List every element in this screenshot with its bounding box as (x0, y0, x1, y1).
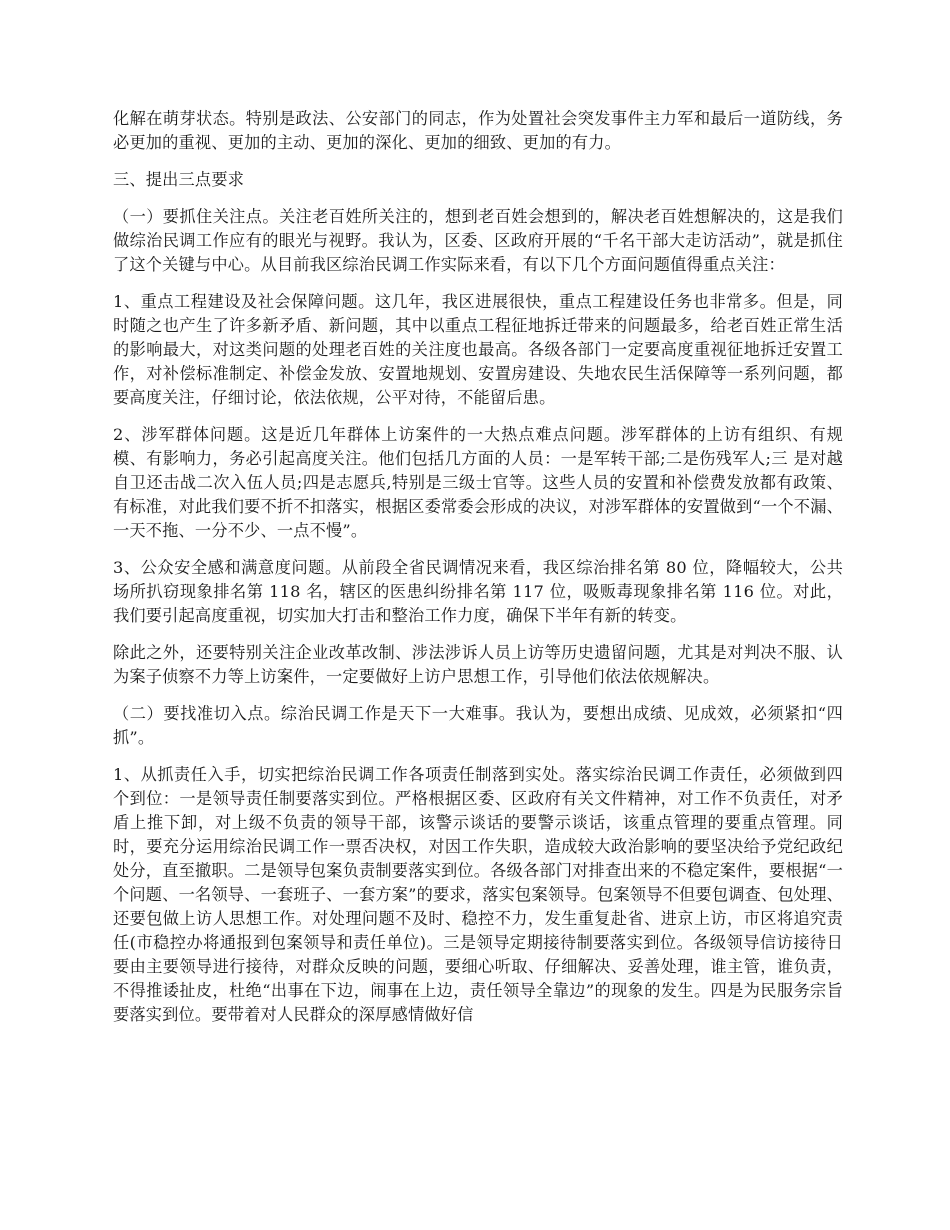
paragraph-other-issues: 除此之外，还要特别关注企业改革改制、涉法涉诉人员上访等历史遗留问题，尤其是对判决不服、认为案子侦察不力等上访案件，一定要做好上访户思想工作，引导他们依法依规解决。 (113, 643, 843, 686)
section-heading-three-requirements: 三、提出三点要求 (113, 170, 245, 189)
paragraph-issue-1-key-projects: 1、重点工程建设及社会保障问题。这几年，我区进展很快，重点工程建设任务也非常多。但是，同时随之也产生了许多新矛盾、新问题，其中以重点工程征地拆迁带来的问题最多，给老百姓正常生活的影响最大，对这类问题的处理老百姓的关注度也最高。各级各部门一定要高度重视征地拆迁安置工作，对补偿标准制定、补偿金发放、安置地规划、安置房建设、失地农民生活保障等一系列问题，都要高度关注，仔细讨论，依法依规，公平对待，不能留后患。 (113, 292, 843, 407)
paragraph-entry-point: （二）要找准切入点。综治民调工作是天下一大难事。我认为，要想出成绩、见成效，必须紧扣“四抓”。 (113, 704, 843, 747)
paragraph-issue-3-public-safety: 3、公众安全感和满意度问题。从前段全省民调情况来看，我区综治排名第 80 位，降幅较大，公共场所扒窃现象排名第 118 名，辖区的医患纠纷排名第 117 位，吸贩毒现象排名第 116 位。对此，我们要引起高度重视，切实加大打击和整治工作力度，确保下半年有新的转变。 (113, 558, 843, 625)
paragraph-responsibility: 1、从抓责任入手，切实把综治民调工作各项责任制落到实处。落实综治民调工作责任，必须做到四个到位：一是领导责任制要落实到位。严格根据区委、区政府有关文件精神，对工作不负责任，对矛盾上推下卸，对上级不负责的领导干部，该警示谈话的要警示谈话，该重点管理的要重点管理。同时，要充分运用综治民调工作一票否决权，对因工作失职，造成较大政治影响的要坚决给予党纪政纪处分，直至撤职。二是领导包案负责制要落实到位。各级各部门对排查出来的不稳定案件，要根据“一个问题、一名领导、一套班子、一套方案”的要求，落实包案领导。包案领导不但要包调查、包处理、还要包做上访人思想工作。对处理问题不及时、稳控不力，发生重复赴省、进京上访，市区将追究责任(市稳控办将通报到包案领导和责任单位)。三是领导定期接待制要落实到位。各级领导信访接待日要由主要领导进行接待，对群众反映的问题，要细心听取、仔细解决、妥善处理，谁主管，谁负责，不得推诿扯皮，杜绝“出事在下边，闹事在上边，责任领导全靠边”的现象的发生。四是为民服务宗旨要落实到位。要带着对人民群众的深厚感情做好信 (113, 765, 843, 1024)
paragraph-issue-2-military-groups: 2、涉军群体问题。这是近几年群体上访案件的一大热点难点问题。涉军群体的上访有组织、有规模、有影响力，务必引起高度关注。他们包括几方面的人员：一是军转干部;二是伤残军人;三 是对越自卫还击战二次入伍人员;四是志愿兵,特别是三级士官等。这些人员的安置和补偿费发放都有政策、有标准，对此我们要不折不扣落实，根据区委常委会形成的决议，对涉军群体的安置做到“一个不漏、一天不拖、一分不少、一点不慢”。 (113, 425, 843, 540)
paragraph-focus-point: （一）要抓住关注点。关注老百姓所关注的，想到老百姓会想到的，解决老百姓想解决的，这是我们做综治民调工作应有的眼光与视野。我认为，区委、区政府开展的“千名干部大走访活动”，就是抓住了这个关键与中心。从目前我区综治民调工作实际来看，有以下几个方面问题值得重点关注： (113, 207, 843, 274)
document-page (113, 107, 843, 1040)
paragraph-intro-continuation: 化解在萌芽状态。特别是政法、公安部门的同志，作为处置社会突发事件主力军和最后一道防线，务必更加的重视、更加的主动、更加的深化、更加的细致、更加的有力。 (113, 109, 843, 152)
